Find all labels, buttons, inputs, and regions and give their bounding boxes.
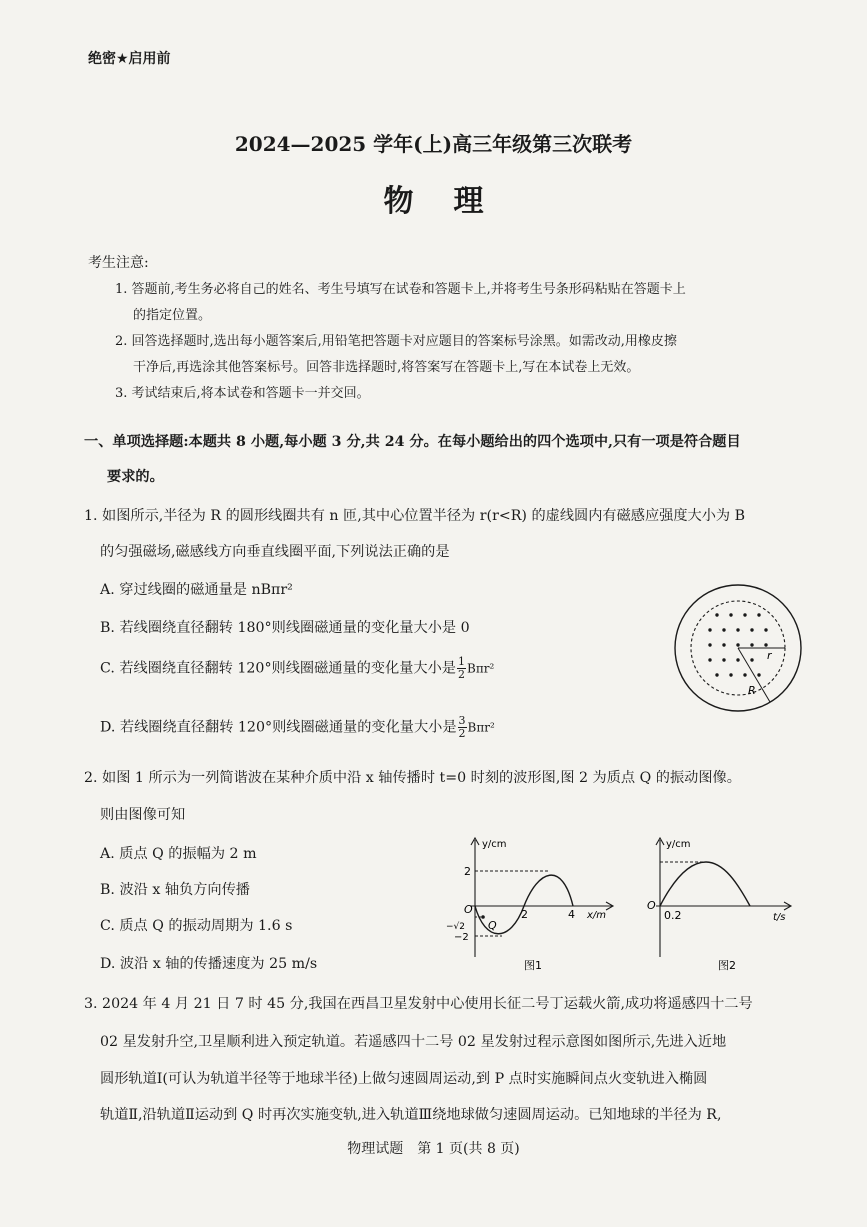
page-footer: 物理试题 第 1 页(共 8 页)	[347, 1141, 520, 1157]
figure-2-caption: 图2	[718, 959, 736, 972]
fraction: $\frac{1}{2}$	[458, 655, 465, 681]
q2-option-a: A. 质点 Q 的振幅为 2 m	[100, 846, 257, 862]
q1-stem-cont: 的匀强磁场,磁感线方向垂直线圈平面,下列说法正确的是	[100, 544, 450, 560]
q2-stem: 2. 如图 1 所示为一列简谐波在某种介质中沿 x 轴传播时 t=0 时刻的波形图,图 2 为质点 Q 的振动图像。	[84, 770, 741, 786]
x-tick-4: 4	[568, 908, 575, 921]
q1-option-a: A. 穿过线圈的磁通量是 nBπr²	[100, 582, 293, 598]
origin-label: O	[464, 903, 473, 916]
exam-title: 2024—2025 学年(上)高三年级第三次联考	[234, 132, 633, 156]
label-R: R	[748, 684, 756, 697]
field-dots	[708, 613, 767, 676]
q1-stem: 1. 如图所示,半径为 R 的圆形线圈共有 n 匝,其中心位置半径为 r(r<R) 的虚线圆内有磁感应强度大小为 B	[84, 508, 746, 524]
notice-line: 干净后,再选涂其他答案标号。回答非选择题时,将答案写在答题卡上,写在本试卷上无效。	[133, 360, 640, 375]
origin-label: O	[647, 899, 656, 912]
notice-heading: 考生注意:	[88, 255, 149, 271]
y-label: y/cm	[482, 839, 507, 850]
notice-line: 1. 答题前,考生务必将自己的姓名、考生号填写在试卷和答题卡上,并将考生号条形码粘贴在答题卡上	[115, 282, 686, 297]
notice-line: 3. 考试结束后,将本试卷和答题卡一并交回。	[115, 386, 370, 401]
point-q-label: Q	[488, 919, 497, 932]
q2-option-c: C. 质点 Q 的振动周期为 1.6 s	[100, 918, 293, 934]
wave-figure-1	[440, 832, 620, 977]
y-label: y/cm	[666, 839, 691, 850]
x-label: t/s	[773, 912, 786, 923]
notice-line: 2. 回答选择题时,选出每小题答案后,用铅笔把答题卡对应题目的答案标号涂黑。如需改动,用橡皮擦	[115, 334, 677, 349]
confidential-mark: 绝密★启用前	[88, 51, 171, 67]
q3-stem-cont: 轨道Ⅱ,沿轨道Ⅱ运动到 Q 时再次实施变轨,进入轨道Ⅲ绕地球做匀速圆周运动。已知地球的半径为 R,	[100, 1107, 722, 1123]
q1-option-b: B. 若线圈绕直径翻转 180°则线圈磁通量的变化量大小是 0	[100, 620, 470, 636]
x-tick-2: 2	[521, 908, 528, 921]
point-q-marker	[481, 915, 485, 919]
q2-option-b: B. 波沿 x 轴负方向传播	[100, 882, 250, 898]
y-tick-neg-sqrt: −√2	[446, 922, 466, 932]
x-tick-0-2: 0.2	[664, 909, 682, 922]
q2-stem-cont: 则由图像可知	[100, 807, 186, 823]
notice-line: 的指定位置。	[133, 308, 212, 323]
q3-stem: 3. 2024 年 4 月 21 日 7 时 45 分,我国在西昌卫星发射中心使用长征二号丁运载火箭,成功将遥感四十二号	[84, 996, 753, 1012]
q1-option-d: D. 若线圈绕直径翻转 120°则线圈磁通量的变化量大小是 $\frac{3}{2}$ Bπr²	[100, 714, 495, 740]
y-tick-top: 2	[464, 865, 471, 878]
q3-stem-cont: 圆形轨道Ⅰ(可认为轨道半径等于地球半径)上做匀速圆周运动,到 P 点时实施瞬间点火变轨进入椭圆	[100, 1071, 708, 1087]
x-label: x/m	[587, 910, 607, 921]
coil-field-figure	[670, 578, 810, 718]
q3-stem-cont: 02 星发射升空,卫星顺利进入预定轨道。若遥感四十二号 02 星发射过程示意图如图所示,先进入近地	[100, 1034, 727, 1050]
q1-option-c: C. 若线圈绕直径翻转 120°则线圈磁通量的变化量大小是 $\frac{1}{2}$ Bπr²	[100, 655, 495, 681]
section-heading-cont: 要求的。	[107, 469, 164, 485]
vibration-curve	[660, 862, 750, 906]
subject-title: 物理	[383, 184, 524, 219]
vibration-figure-2	[640, 832, 800, 977]
fraction: $\frac{3}{2}$	[458, 714, 466, 740]
y-tick-bottom: −2	[454, 932, 469, 943]
section-heading: 一、单项选择题:本题共 8 小题,每小题 3 分,共 24 分。在每小题给出的四个选项中,只有一项是符合题目	[84, 434, 741, 450]
q2-option-d: D. 波沿 x 轴的传播速度为 25 m/s	[100, 956, 318, 972]
figure-1-caption: 图1	[524, 959, 542, 972]
label-r: r	[767, 649, 772, 662]
